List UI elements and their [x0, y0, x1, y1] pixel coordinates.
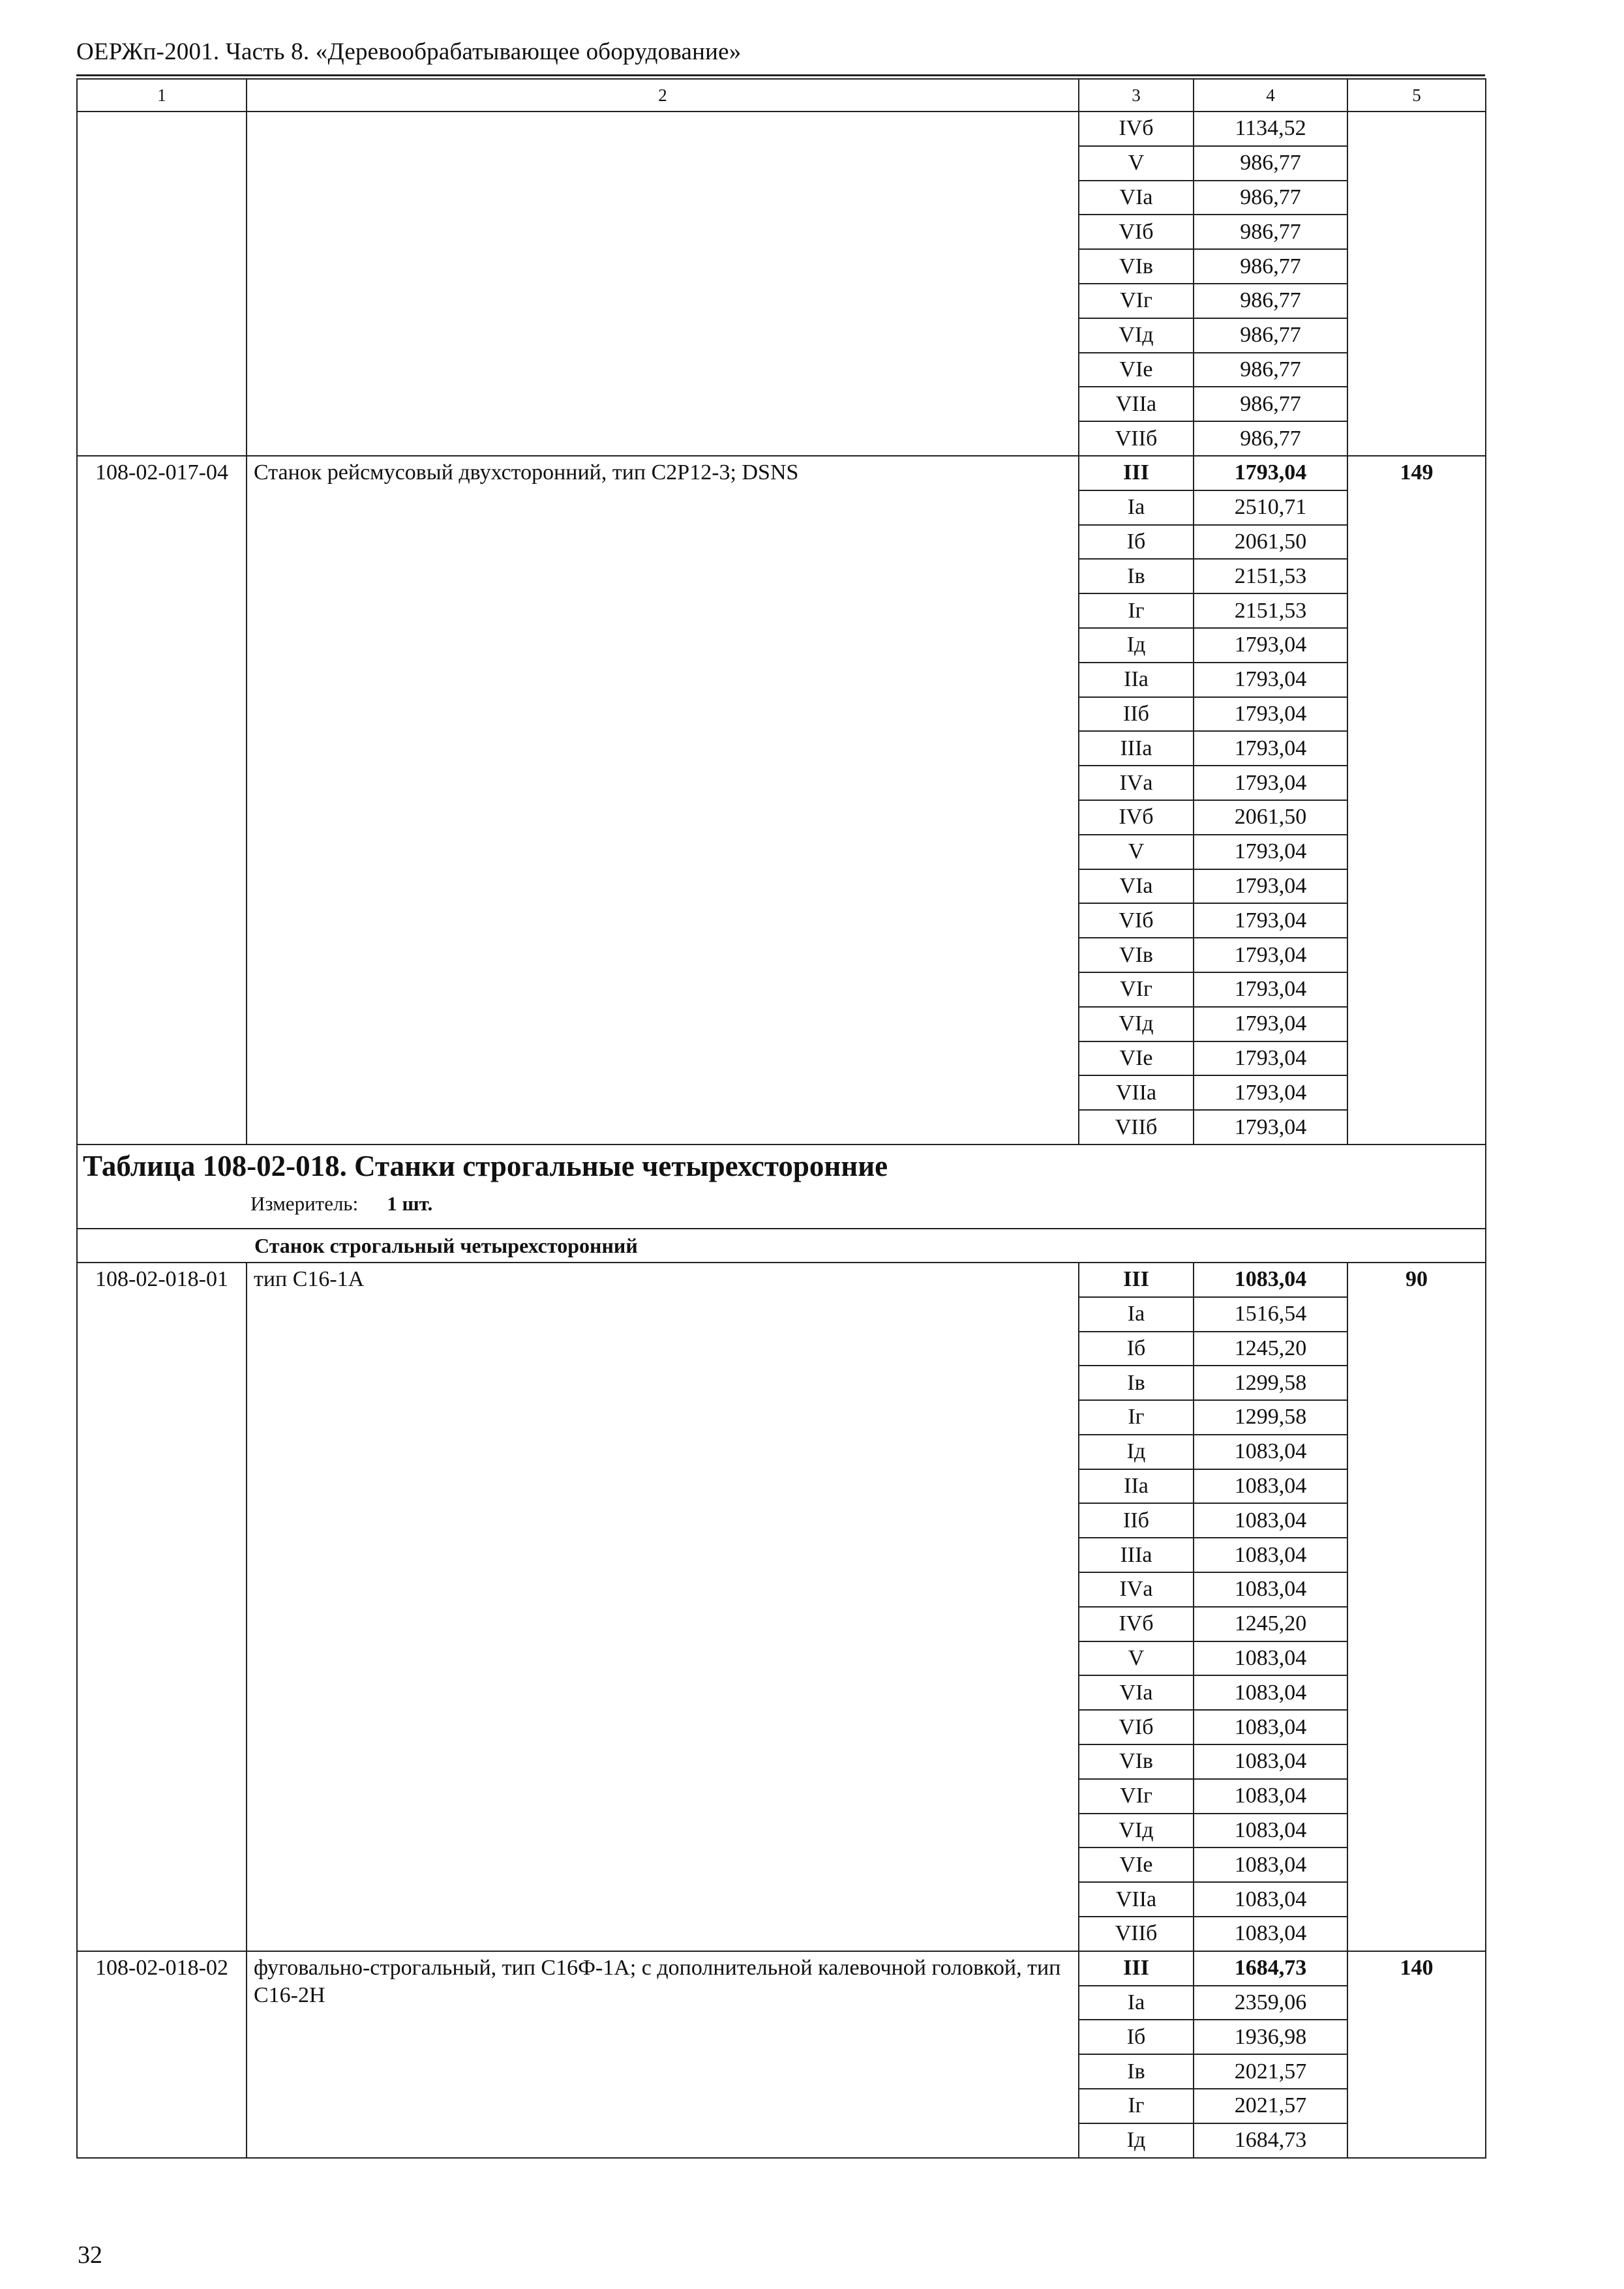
- measure-value: 1 шт.: [387, 1191, 433, 1215]
- item-col5: 140: [1347, 1951, 1486, 2158]
- rate-value: 1083,04: [1194, 1882, 1347, 1917]
- table-row: [77, 456, 1486, 490]
- table-row: [77, 1951, 1486, 1986]
- territory-zone: IVб: [1079, 800, 1194, 835]
- territory-zone: Iв: [1079, 2054, 1194, 2089]
- rate-value: 1793,04: [1194, 1110, 1347, 1144]
- rate-value: 1083,04: [1194, 1641, 1347, 1676]
- item-name-text: тип С16-1А: [254, 1266, 365, 1291]
- rate-value: 986,77: [1194, 215, 1347, 249]
- territory-zone: Iб: [1079, 2020, 1194, 2054]
- territory-zone: IIIа: [1079, 731, 1194, 766]
- column-number-row: [77, 79, 1486, 112]
- rate-value: 1083,04: [1194, 1435, 1347, 1469]
- rate-value: 1083,04: [1194, 1710, 1347, 1744]
- rate-value: 1299,58: [1194, 1400, 1347, 1435]
- table-row: [77, 1263, 1486, 1297]
- rate-value: 1245,20: [1194, 1607, 1347, 1641]
- column-number: 3: [1079, 79, 1194, 112]
- rate-value: 1083,04: [1194, 1814, 1347, 1848]
- rate-value: 2510,71: [1194, 490, 1347, 525]
- rate-value: 986,77: [1194, 353, 1347, 387]
- territory-zone: VIе: [1079, 1041, 1194, 1076]
- item-code: 108-02-017-04: [77, 456, 247, 1144]
- item-col5: [1347, 112, 1486, 456]
- territory-zone: IVа: [1079, 1572, 1194, 1607]
- rate-value: 986,77: [1194, 387, 1347, 421]
- item-name: [247, 456, 1079, 1144]
- table-row: [77, 112, 1486, 146]
- rate-value: 1793,04: [1194, 869, 1347, 904]
- territory-zone: V: [1079, 146, 1194, 181]
- item-code: 108-02-018-02: [77, 1951, 247, 2158]
- territory-zone: Iб: [1079, 525, 1194, 560]
- item-name: [247, 1263, 1079, 1951]
- territory-zone: VIг: [1079, 1779, 1194, 1814]
- item-code: 108-02-018-01: [77, 1263, 247, 1951]
- item-code: [77, 112, 247, 456]
- rate-value: 1793,04: [1194, 1075, 1347, 1110]
- territory-zone: IIб: [1079, 697, 1194, 732]
- section-heading: Станок строгальный четырехсторонний: [77, 1229, 1486, 1263]
- territory-zone: IVб: [1079, 1607, 1194, 1641]
- rate-value: 1793,04: [1194, 835, 1347, 869]
- item-name-text: Станок рейсмусовый двухсторонний, тип С2Р12-3; DSNS: [254, 460, 799, 485]
- table-title-cell: [77, 1144, 1486, 1229]
- rate-value: 1793,04: [1194, 663, 1347, 697]
- item-name: [247, 112, 1079, 456]
- rate-value: 1793,04: [1194, 731, 1347, 766]
- rate-value: 2151,53: [1194, 593, 1347, 628]
- rate-value: 1684,73: [1194, 1951, 1347, 1986]
- rate-value: 2151,53: [1194, 559, 1347, 593]
- column-number: 2: [247, 79, 1079, 112]
- territory-zone: IVб: [1079, 112, 1194, 146]
- rate-value: 1936,98: [1194, 2020, 1347, 2054]
- item-col5: 149: [1347, 456, 1486, 1144]
- rate-value: 1083,04: [1194, 1572, 1347, 1607]
- rate-value: 1793,04: [1194, 456, 1347, 490]
- measure-line: [250, 1192, 1480, 1216]
- territory-zone: V: [1079, 1641, 1194, 1676]
- territory-zone: Iд: [1079, 628, 1194, 663]
- territory-zone: III: [1079, 1951, 1194, 1986]
- territory-zone: IIб: [1079, 1503, 1194, 1538]
- territory-zone: Iг: [1079, 1400, 1194, 1435]
- column-number: 5: [1347, 79, 1486, 112]
- territory-zone: VIд: [1079, 318, 1194, 353]
- territory-zone: IIIа: [1079, 1538, 1194, 1572]
- territory-zone: VIе: [1079, 1848, 1194, 1882]
- rate-value: 1793,04: [1194, 1007, 1347, 1041]
- table-title: Таблица 108-02-018. Станки строгальные четырехсторонние: [83, 1149, 888, 1182]
- territory-zone: Iг: [1079, 2089, 1194, 2123]
- column-number: 1: [77, 79, 247, 112]
- territory-zone: VIб: [1079, 215, 1194, 249]
- territory-zone: IVа: [1079, 766, 1194, 800]
- rate-value: 1083,04: [1194, 1538, 1347, 1572]
- rate-value: 2021,57: [1194, 2054, 1347, 2089]
- territory-zone: VIе: [1079, 353, 1194, 387]
- rates-table: [76, 78, 1486, 2159]
- rate-value: 2021,57: [1194, 2089, 1347, 2123]
- rate-value: 986,77: [1194, 181, 1347, 215]
- territory-zone: Iг: [1079, 593, 1194, 628]
- rate-value: 1684,73: [1194, 2123, 1347, 2158]
- running-header: ОЕРЖп-2001. Часть 8. «Деревообрабатывающее оборудование»: [76, 38, 742, 65]
- rate-value: 986,77: [1194, 249, 1347, 284]
- territory-zone: VIIа: [1079, 387, 1194, 421]
- territory-zone: VIд: [1079, 1814, 1194, 1848]
- territory-zone: VIIа: [1079, 1075, 1194, 1110]
- rate-value: 1793,04: [1194, 697, 1347, 732]
- territory-zone: Iа: [1079, 1297, 1194, 1332]
- rate-value: 1793,04: [1194, 766, 1347, 800]
- rate-value: 1083,04: [1194, 1848, 1347, 1882]
- page-number: 32: [78, 2241, 102, 2269]
- territory-zone: VIв: [1079, 249, 1194, 284]
- rate-value: 1793,04: [1194, 972, 1347, 1007]
- rate-value: 2359,06: [1194, 1986, 1347, 2020]
- item-col5: 90: [1347, 1263, 1486, 1951]
- rate-value: 1793,04: [1194, 1041, 1347, 1076]
- rate-value: 1083,04: [1194, 1744, 1347, 1779]
- territory-zone: III: [1079, 456, 1194, 490]
- territory-zone: VIIб: [1079, 1110, 1194, 1144]
- territory-zone: IIа: [1079, 1469, 1194, 1504]
- territory-zone: VIа: [1079, 869, 1194, 904]
- territory-zone: V: [1079, 835, 1194, 869]
- header-rule: [76, 74, 1485, 76]
- territory-zone: VIIа: [1079, 1882, 1194, 1917]
- rate-value: 986,77: [1194, 318, 1347, 353]
- rate-value: 1299,58: [1194, 1366, 1347, 1400]
- rate-value: 1793,04: [1194, 628, 1347, 663]
- rate-value: 1516,54: [1194, 1297, 1347, 1332]
- territory-zone: Iа: [1079, 490, 1194, 525]
- rate-value: 1793,04: [1194, 903, 1347, 938]
- territory-zone: Iб: [1079, 1332, 1194, 1366]
- measure-label: Измеритель:: [250, 1191, 359, 1215]
- territory-zone: VIв: [1079, 938, 1194, 972]
- territory-zone: VIг: [1079, 972, 1194, 1007]
- rate-value: 986,77: [1194, 284, 1347, 318]
- rate-value: 1245,20: [1194, 1332, 1347, 1366]
- territory-zone: VIа: [1079, 181, 1194, 215]
- territory-zone: Iв: [1079, 1366, 1194, 1400]
- rate-value: 1793,04: [1194, 938, 1347, 972]
- territory-zone: VIг: [1079, 284, 1194, 318]
- territory-zone: IIа: [1079, 663, 1194, 697]
- rate-value: 2061,50: [1194, 525, 1347, 560]
- column-number: 4: [1194, 79, 1347, 112]
- territory-zone: Iв: [1079, 559, 1194, 593]
- rate-value: 1134,52: [1194, 112, 1347, 146]
- territory-zone: VIв: [1079, 1744, 1194, 1779]
- territory-zone: Iд: [1079, 1435, 1194, 1469]
- item-name: [247, 1951, 1079, 2158]
- rate-value: 986,77: [1194, 146, 1347, 181]
- territory-zone: VIб: [1079, 903, 1194, 938]
- table-title-row: [77, 1144, 1486, 1229]
- territory-zone: VIIб: [1079, 421, 1194, 456]
- rate-value: 1083,04: [1194, 1263, 1347, 1297]
- territory-zone: VIа: [1079, 1675, 1194, 1710]
- item-name-text: фуговально-строгальный, тип С16Ф-1А; с дополнительной калевочной головкой, тип С16-2Н: [254, 1955, 1061, 2007]
- territory-zone: III: [1079, 1263, 1194, 1297]
- territory-zone: VIIб: [1079, 1917, 1194, 1951]
- rate-value: 1083,04: [1194, 1779, 1347, 1814]
- rate-value: 1083,04: [1194, 1469, 1347, 1504]
- territory-zone: VIд: [1079, 1007, 1194, 1041]
- rate-value: 986,77: [1194, 421, 1347, 456]
- section-row: [77, 1229, 1486, 1263]
- rate-value: 2061,50: [1194, 800, 1347, 835]
- territory-zone: Iд: [1079, 2123, 1194, 2158]
- rate-value: 1083,04: [1194, 1917, 1347, 1951]
- rate-value: 1083,04: [1194, 1675, 1347, 1710]
- rate-value: 1083,04: [1194, 1503, 1347, 1538]
- territory-zone: Iа: [1079, 1986, 1194, 2020]
- territory-zone: VIб: [1079, 1710, 1194, 1744]
